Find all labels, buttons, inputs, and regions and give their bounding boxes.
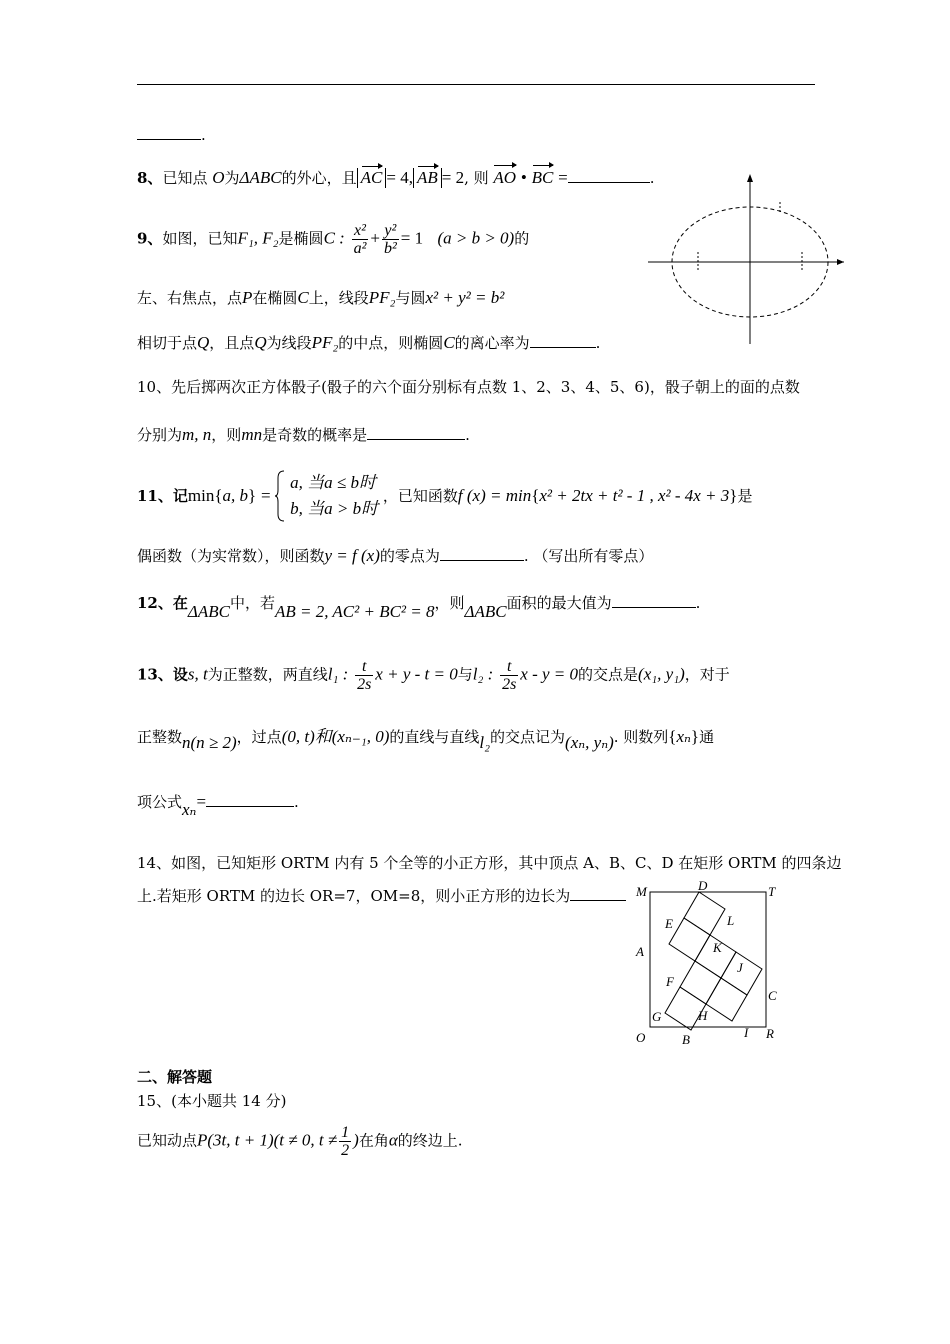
label-a: A [636,944,644,959]
question-14-line-1: 14、如图，已知矩形 ORTM 内有 5 个全等的小正方形，其中顶点 A、B、C、D 在矩形 ORTM 的四条边 [137,854,842,872]
label-j: J [737,960,743,975]
question-9-line-3: 相切于点Q，且点Q为线段PF₂的中点，则椭圆C的离心率为 . [137,333,601,352]
square-left [669,918,710,961]
answer-blank [206,792,294,807]
label-e: E [665,916,673,931]
x-axis-arrow [837,259,844,265]
prev-question-blank: . [137,124,206,146]
question-12: 12、在ΔABC中，若AB = 2, AC² + BC² = 8，则ΔABC面积的最大值为 . [137,594,701,621]
fraction-x2-a2: $\frac{\text{x²}}{\text{a²}}$ [353,222,367,257]
question-9-line-1: 9、如图，已知F₁, F₂是椭圆C : $\frac{\text{x²}}{\text{a²}}$ + $\frac{\text{y²}}{\text{b²}}$ = 1 (a > b > 0)的 [137,222,530,257]
cases-brace [275,470,285,522]
question-14-line-2: 上.若矩形 ORTM 的边长 OR=7，OM=8，则小正方形的边长为 [137,885,626,907]
question-8: 8、已知点 O为ΔABC的外心，且 AC = 4, AB = 2, 则 AO • BC = . [137,168,655,187]
fraction-t-2s: $\frac{t}{2s}$ [357,658,372,693]
question-11-line-1: 11、记min{a, b} = a, 当a ≤ b时 b, 当a > b时 ，已知函数f (x) = min{x² + 2tx + t² - 1 , x² - 4x + 3}是 [137,470,752,524]
fraction-t-2s-2: $\frac{t}{2s}$ [502,658,517,693]
answer-blank [568,168,650,183]
square-bottom-right [706,978,747,1021]
y-axis-arrow [747,174,753,182]
question-13-line-1: 13、设s, t为正整数，两直线l₁ : $\frac{t}{2s}$ x + y - t = 0与l₂ : $\frac{t}{2s}$ x - y = 0的交点是(x₁, y₁)，对于 [137,658,730,693]
answer-blank [367,425,465,440]
label-m: M [636,884,647,899]
question-15-heading: 15、(本小题共 14 分) [137,1092,287,1110]
label-l: L [727,913,735,928]
label-o: O [636,1030,646,1045]
section-heading: 二、解答题 [137,1068,213,1086]
label-b: B [682,1032,690,1047]
question-15-text: 已知动点P(3t, t + 1)(t ≠ 0, t ≠ $\frac{1}{2}$ )在角α的终边上. [137,1124,463,1159]
answer-blank [530,333,596,348]
square-top [684,892,725,935]
answer-blank [440,546,524,561]
label-r: R [766,1026,774,1041]
question-13-line-2: 正整数n(n ≥ 2)，过点(0, t)和(xₙ₋₁, 0)的直线与直线l₂的交点记为(xₙ, yₙ). 则数列{xₙ}通 [137,727,715,752]
label-k: K [713,940,722,955]
square-bottom-left [680,961,721,1004]
header-rule [137,84,815,85]
question-11-line-2: 偶函数（为实常数），则函数y = f (x)的零点为 . （写出所有零点） [137,546,654,565]
vector-ab-magnitude: AB [413,168,442,188]
fraction-y2-b2: $\frac{\text{y²}}{\text{b²}}$ [383,222,397,257]
question-10-line-1: 10、先后掷两次正方体骰子(骰子的六个面分别标有点数 1、2、3、4、5、6)，骰子朝上的面的点数 [137,378,800,396]
question-13-line-3: 项公式xₙ= . [137,792,299,819]
label-f: F [666,974,674,989]
answer-blank [137,125,201,140]
squares-figure [630,878,790,1053]
ellipse-figure [648,172,848,348]
label-d: D [698,878,708,893]
rectangle-ortm [650,892,766,1027]
label-h: H [698,1008,708,1023]
answer-blank [612,593,696,608]
fraction-one-half: $\frac{1}{2}$ [341,1124,350,1159]
question-9-line-2: 左、右焦点，点P在椭圆C上，线段PF₂与圆x² + y² = b² [137,288,505,307]
label-t: T [768,884,776,899]
vector-ac-magnitude: AC [357,168,387,188]
piecewise-cases: a, 当a ≤ b时 b, 当a > b时 [290,473,379,518]
answer-blank [570,886,626,901]
label-i: I [744,1025,749,1040]
label-c: C [768,988,777,1003]
label-g: G [652,1009,662,1024]
question-10-line-2: 分别为m, n，则mn是奇数的概率是 . [137,425,470,444]
